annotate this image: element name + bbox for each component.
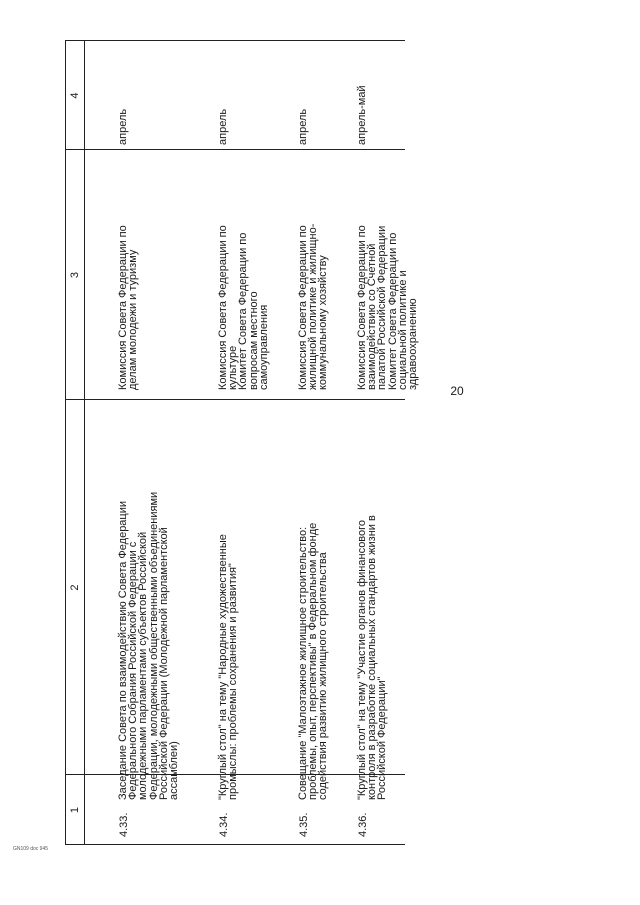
column-number-2: 2 bbox=[69, 584, 81, 591]
event-description: "Круглый стол" на тему "Участие органов финансового контроля в разработке социальных стандартов жизни в Российской Федерации" bbox=[356, 515, 389, 800]
column-number-4: 4 bbox=[69, 92, 81, 99]
responsible-body: Комиссия Совета Федерации по взаимодействию со Счетной палатой Российской Федерации Комитет Совета Федерации по социальной политике и здравоохранению bbox=[356, 225, 420, 390]
header-top-border bbox=[65, 40, 66, 845]
event-description: Заседание Совета по взаимодействию Совета Федерации Федерального Собрания Российской Федерации с молодежными парламентами субъектов Российской Федерации, молодежными общественными объединениями Российской Федерации (Молодежной парламентской ассамблеи) bbox=[117, 491, 181, 800]
row-number: 4.34. bbox=[218, 812, 230, 837]
event-date: апрель bbox=[117, 108, 129, 145]
event-date: апрель bbox=[217, 108, 229, 145]
responsible-body: Комиссия Совета Федерации по жилищной политике и жилищно- коммунальному хозяйству bbox=[297, 223, 330, 390]
table-border-left bbox=[65, 844, 405, 845]
event-description: "Круглый стол" на тему "Народные художественные промыслы: проблемы сохранения и развития" bbox=[217, 534, 240, 800]
column-divider-2 bbox=[65, 399, 405, 400]
row-number: 4.33. bbox=[118, 812, 130, 837]
page-number: 20 bbox=[450, 384, 464, 398]
header-bottom-border bbox=[84, 40, 85, 845]
rotated-table bbox=[65, 40, 420, 845]
event-date: апрель bbox=[297, 108, 309, 145]
row-number: 4.35. bbox=[298, 812, 310, 837]
column-number-3: 3 bbox=[69, 271, 81, 279]
event-date: апрель-май bbox=[356, 85, 368, 145]
column-divider-3 bbox=[65, 149, 405, 150]
responsible-body: Комиссия Совета Федерации по делам молодежи и туризму bbox=[117, 225, 140, 390]
responsible-body: Комиссия Совета Федерации по культуре Комитет Совета Федерации по вопросам местного самоуправления bbox=[217, 225, 270, 390]
row-number: 4.36. bbox=[357, 812, 369, 837]
table-border-right bbox=[65, 40, 405, 41]
event-description: Совещание "Малоэтажное жилищное строительство: проблемы, опыт, перспективы" в Федеральном фонде содействия развитию жилищного строительства bbox=[297, 522, 330, 800]
document-code: GN109 doc 945 bbox=[13, 846, 49, 852]
column-number-1: 1 bbox=[69, 806, 81, 814]
